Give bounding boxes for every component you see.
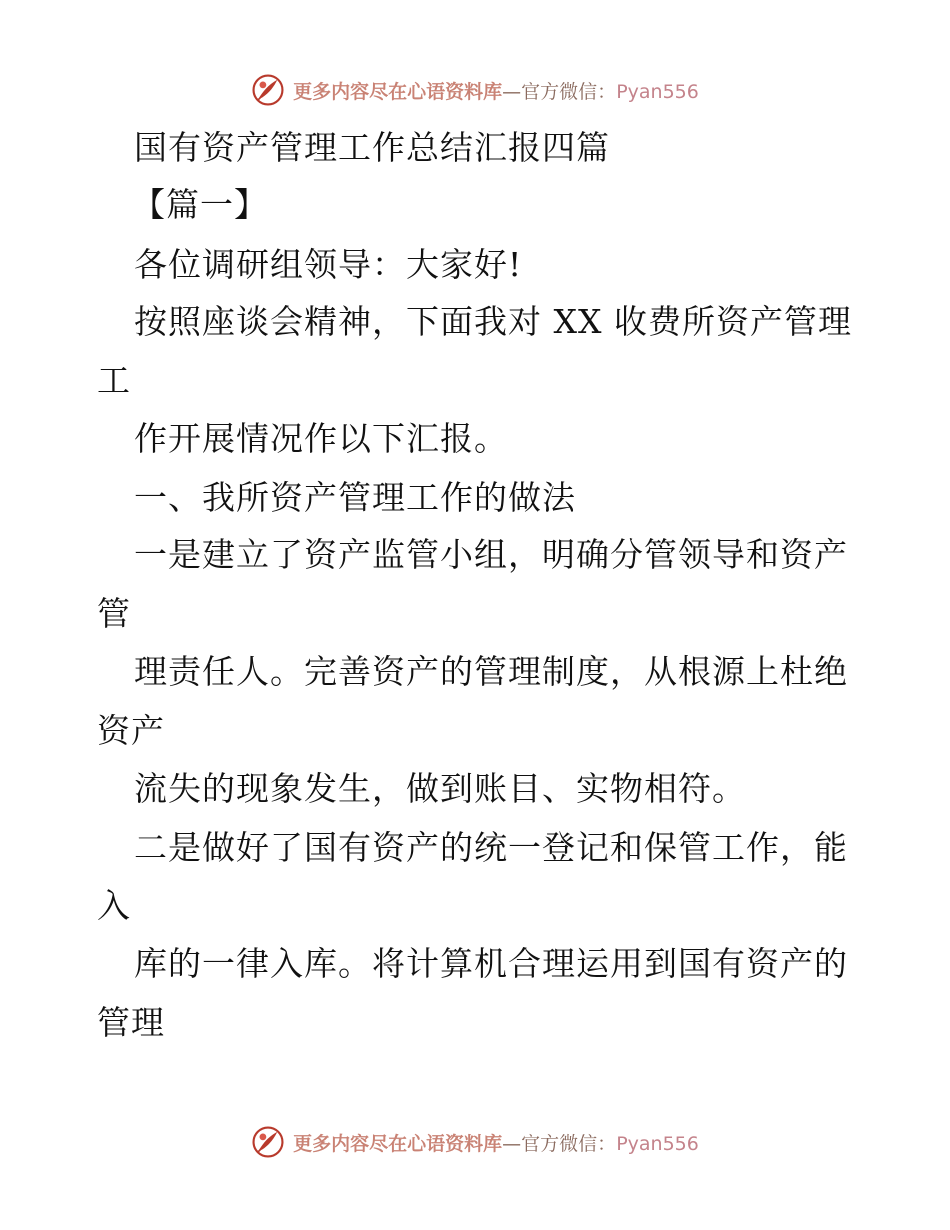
document-title: 国有资产管理工作总结汇报四篇 <box>134 128 610 167</box>
watermark-main-text: 更多内容尽在心语资料库 <box>293 1132 503 1155</box>
watermark-dash-text: —官方微信： <box>502 1132 617 1155</box>
paragraph-line: 工 <box>97 361 131 400</box>
paragraph-line: 入 <box>97 886 131 925</box>
paragraph-line: 二是做好了国有资产的统一登记和保管工作，能 <box>134 828 848 867</box>
footer-watermark <box>0 1122 950 1162</box>
paragraph-line: 理责任人。完善资产的管理制度，从根源上杜绝 <box>134 652 848 691</box>
paragraph-line: 按照座谈会精神，下面我对 XX 收费所资产管理 <box>134 302 852 341</box>
section-heading: 【篇一】 <box>132 185 268 224</box>
red-quill-logo-icon <box>251 1125 285 1159</box>
paragraph-line: 一、我所资产管理工作的做法 <box>134 478 576 517</box>
watermark-id-text: Pyan556 <box>616 1132 699 1155</box>
paragraph-line: 流失的现象发生，做到账目、实物相符。 <box>134 769 746 808</box>
paragraph-line: 资产 <box>97 711 165 750</box>
watermark-main-text: 更多内容尽在心语资料库 <box>293 80 503 103</box>
header-watermark <box>0 70 950 110</box>
paragraph-line: 库的一律入库。将计算机合理运用到国有资产的 <box>134 944 848 983</box>
paragraph-line: 各位调研组领导：大家好! <box>134 245 523 284</box>
paragraph-line: 一是建立了资产监管小组，明确分管领导和资产 <box>134 535 848 574</box>
paragraph-line: 管 <box>97 594 131 633</box>
paragraph-line: 管理 <box>97 1003 165 1042</box>
paragraph-line: 作开展情况作以下汇报。 <box>134 419 508 458</box>
red-quill-logo-icon <box>251 73 285 107</box>
watermark-id-text: Pyan556 <box>616 80 699 103</box>
watermark-dash-text: —官方微信： <box>502 80 617 103</box>
